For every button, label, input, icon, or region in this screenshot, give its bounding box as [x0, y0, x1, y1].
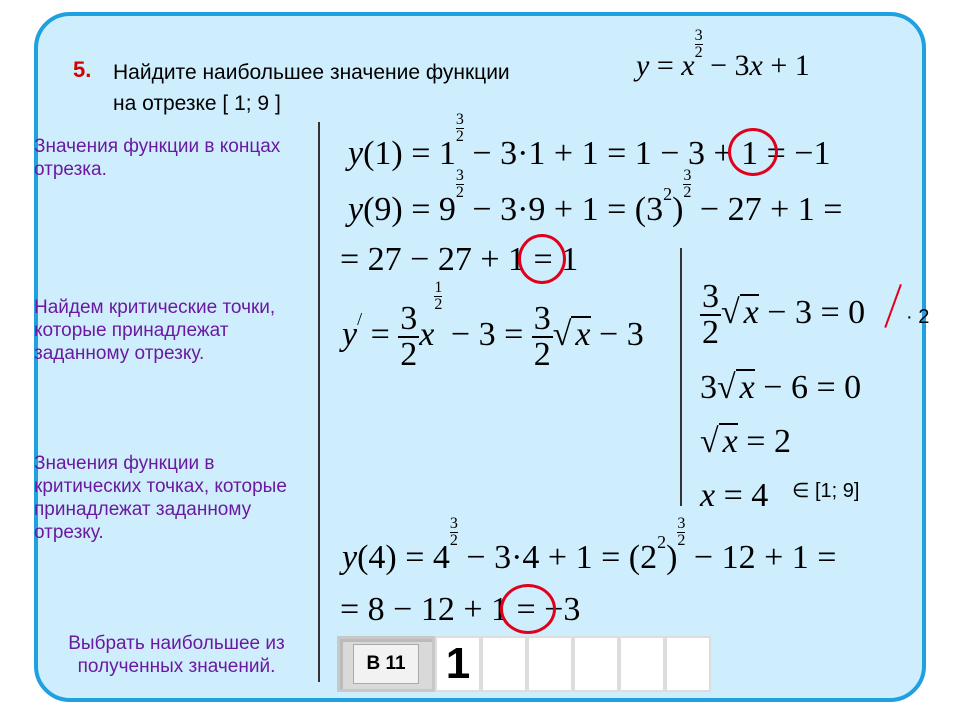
answer-cell-3[interactable] [527, 636, 573, 692]
interval-label: ∈ [1; 9] [792, 480, 860, 502]
eq-step2: 3√ x − 6 = 0 [700, 369, 862, 406]
answer-label-box [337, 636, 435, 692]
eq-step4: x = 4 [700, 477, 769, 514]
divider-line [318, 122, 320, 682]
side-ends: Значения функции в концах отрезка. [34, 136, 281, 180]
function-formula: y = x $\frac{3}{2} - 3x + 1$ [636, 27, 810, 82]
eq-y9b: = 27 − 27 + 1 = 1 [340, 241, 579, 278]
task-line-1: Найдите наибольшее значение функции [113, 61, 510, 84]
side-choose: Выбрать наибольшее из полученных значений. [68, 633, 285, 677]
answer-cell-4[interactable] [573, 636, 619, 692]
task-number: 5. [73, 57, 92, 82]
task-line-2: на отрезке [ 1; 9 ] [113, 92, 281, 115]
divider-line-2 [680, 248, 682, 506]
answer-box [337, 636, 723, 692]
answer-cell-1[interactable]: 1 [435, 636, 481, 692]
circle-minus3 [500, 584, 556, 634]
side-critical: Найдем критические точки, которые принадлежат заданному отрезку. [34, 297, 276, 364]
circle-minus1 [728, 128, 778, 176]
eq-y4b: = 8 − 12 + 1 = −3 [340, 591, 581, 628]
answer-label: В 11 [353, 644, 418, 684]
task-text [113, 57, 510, 119]
multiply-label: · 2 [906, 306, 930, 328]
eq-derivative: y/ = $\frac{3}{2}$ x $\frac{1}{2} - 3$ = $\frac{3}{2}$ √ x − 3 [342, 279, 644, 373]
eq-y4a: y(4) = 4 $\frac{3}{2} - 3\cdot 4 + 1 = (2^2)$ $\frac{3}{2} - 12 + 1$ = [342, 515, 837, 576]
circle-1 [518, 234, 566, 284]
eq-step1: $\frac{3}{2}$ √ x − 3 = 0 [702, 278, 866, 351]
answer-cell-2[interactable] [481, 636, 527, 692]
eq-y9a: y(9) = 9 $\frac{3}{2} - 3\cdot 9 + 1 = (3^2)$ $\frac{3}{2} - 27 + 1$ = [348, 167, 843, 228]
answer-cell-5[interactable] [619, 636, 665, 692]
side-values: Значения функции в критических точках, которые принадлежат заданному отрезку. [34, 453, 287, 543]
eq-y1: y(1) = 1 $\frac{3}{2} - 3\cdot 1 + 1 = 1 - 3 + 1 = -1$ [348, 111, 831, 172]
eq-step3: √ x = 2 [700, 423, 791, 460]
answer-cell-6[interactable] [665, 636, 711, 692]
